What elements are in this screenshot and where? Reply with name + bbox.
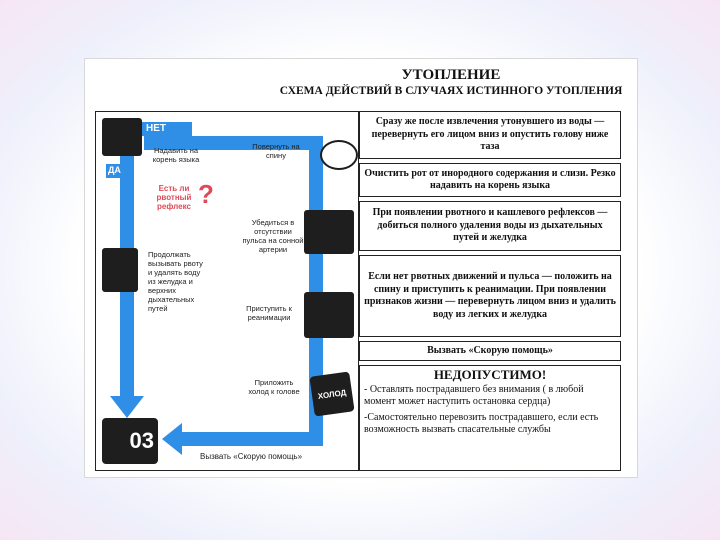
step-1-box: Сразу же после извлечения утонувшего из воды — перевернуть его лицом вниз и опустить голову ниже таза	[359, 111, 621, 159]
cold-pack-icon	[309, 371, 354, 416]
turn-back-text: Повернуть на спину	[252, 142, 300, 160]
apply-cold-text: Приложить холод к голове	[248, 378, 300, 396]
action-scheme	[95, 111, 359, 471]
phone-icon	[102, 418, 158, 464]
warning-title: НЕДОПУСТИМО!	[433, 367, 547, 382]
call-ambulance-text: Вызвать «Скорую помощь»	[200, 452, 303, 461]
slide-title: УТОПЛЕНИЕ	[401, 67, 501, 83]
bottom-arrow-head	[162, 423, 182, 455]
cpr-icon	[304, 292, 354, 338]
lying-icon	[320, 140, 358, 170]
reflex-question: Есть ли рвотный рефлекс	[156, 184, 192, 211]
step-4-box: Если нет рвотных движений и пульса — положить на спину и приступить к реанимации. При появлении признаков жизни — перевернуть лицом вниз и удалить воду из легких и желудка	[359, 255, 621, 337]
warning-item-1: - Оставлять пострадавшего без внимания ( в любой момент может наступить остановка сердца)	[364, 383, 584, 407]
continue-vomit-text: Продолжать вызывать рвоту и удалять воду из желудка и верхних дыхательных путей	[148, 250, 203, 313]
rescuer-icon	[102, 118, 142, 156]
instructions-column	[359, 111, 625, 471]
step-5-box: Вызвать «Скорую помощь»	[359, 341, 621, 361]
press-root-text: Надавить на корень языка	[152, 146, 200, 164]
start-resus-text: Приступить к реанимации	[246, 304, 292, 322]
pulse-check-icon	[304, 210, 354, 254]
slide-subtitle: СХЕМА ДЕЙСТВИЙ В СЛУЧАЯХ ИСТИННОГО УТОПЛЕНИЯ	[279, 85, 623, 97]
phone-number: 03	[129, 428, 154, 453]
warning-item-2: -Самостоятельно перевозить пострадавшего, если есть возможность вызвать спасательные службы	[364, 411, 599, 435]
yes-arrow-head	[110, 396, 144, 418]
check-pulse-text: Убедиться в отсутствии пульса на сонной артерии	[242, 218, 304, 254]
cold-pack-label: ХОЛОД	[317, 387, 347, 401]
slide	[84, 58, 638, 478]
yes-label: ДА	[108, 165, 121, 175]
no-label: НЕТ	[146, 123, 166, 134]
vomit-icon	[102, 248, 138, 292]
step-3-box: При появлении рвотного и кашлевого рефлексов — добиться полного удаления воды из дыхательных путей и желудка	[359, 201, 621, 251]
bottom-flow-bar	[182, 432, 323, 446]
warning-box	[359, 365, 621, 471]
question-mark: ?	[198, 179, 214, 209]
step-2-box: Очистить рот от инородного содержания и слизи. Резко надавить на корень языка	[359, 163, 621, 197]
